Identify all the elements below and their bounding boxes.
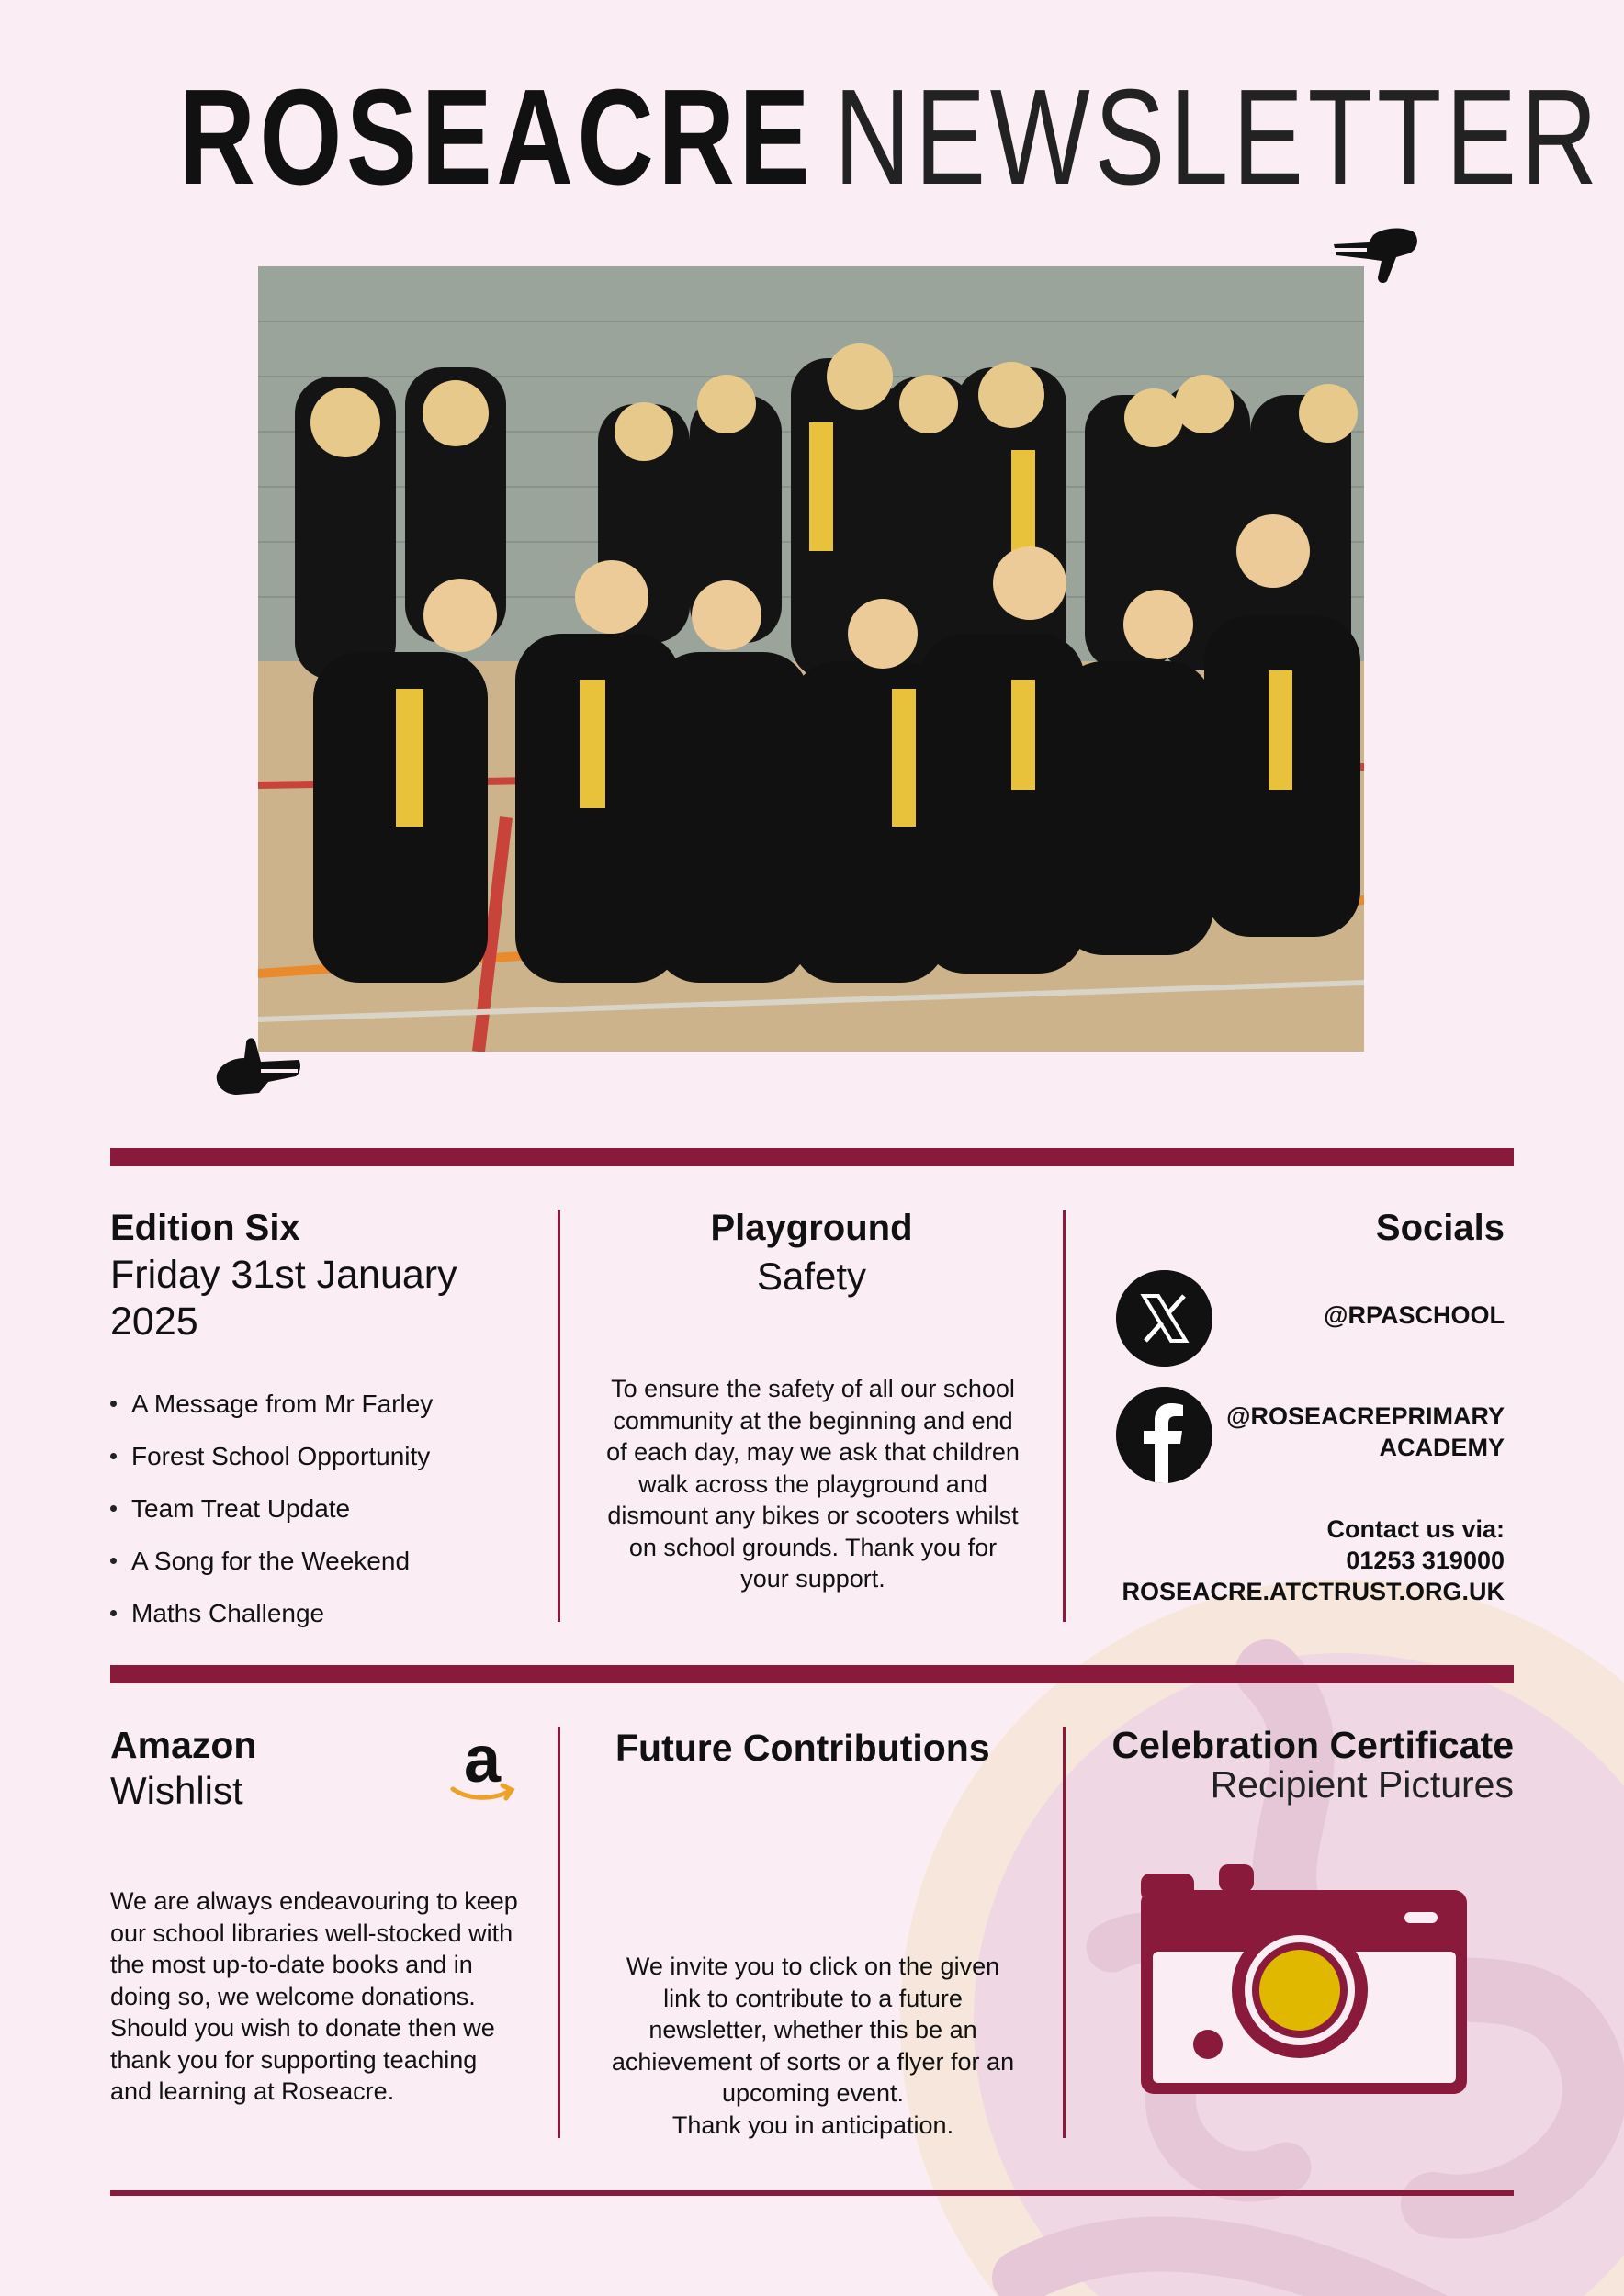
divider-middle	[110, 1665, 1514, 1683]
contact-website[interactable]: ROSEACRE.ATCTRUST.ORG.UK	[1122, 1578, 1505, 1605]
title-light: NEWSLETTER	[834, 62, 1602, 213]
title-bold: ROSEACRE	[178, 62, 815, 213]
contact-label: Contact us via:	[1326, 1515, 1505, 1543]
playground-body: To ensure the safety of all our school community at the beginning and end of each day, may we ask that children walk across the playground and dismount any bikes or scooters whilst on school grounds. Thank you for your support.	[606, 1375, 1020, 1593]
facebook-icon[interactable]	[1116, 1387, 1212, 1483]
column-divider	[1063, 1210, 1066, 1622]
divider-bottom	[110, 2190, 1514, 2196]
amazon-icon[interactable]	[445, 1727, 519, 1807]
contact-block	[1122, 1514, 1505, 1607]
list-item[interactable]	[110, 1535, 433, 1587]
celebration-subtitle: Recipient Pictures	[1210, 1763, 1514, 1806]
team-photo	[258, 266, 1364, 1052]
socials-title: Socials	[1375, 1208, 1505, 1248]
celebration-title: Celebration Certificate	[1111, 1724, 1514, 1766]
x-icon[interactable]	[1116, 1270, 1212, 1367]
list-item-label: Team Treat Update	[131, 1494, 351, 1523]
list-item-label: A Song for the Weekend	[131, 1547, 411, 1575]
future-body	[606, 1951, 1020, 2141]
list-item[interactable]	[110, 1482, 433, 1535]
divider-top	[110, 1148, 1514, 1166]
list-item-label: Maths Challenge	[131, 1599, 325, 1627]
contact-phone[interactable]: 01253 319000	[1346, 1547, 1505, 1574]
list-item-label: Forest School Opportunity	[131, 1442, 431, 1470]
amazon-body: We are always endeavouring to keep our school libraries well-stocked with the most up-to-date books and in doing so, we welcome donations. Should you wish to donate then we thank you for supporting teaching and learning at Roseacre.	[110, 1887, 518, 2105]
newsletter-title	[178, 62, 1602, 213]
svg-text:a: a	[463, 1727, 502, 1796]
edition-title: Edition Six	[110, 1208, 300, 1248]
facebook-handle[interactable]: @ROSEACREPRIMARY ACADEMY	[1226, 1402, 1505, 1461]
contents-list	[110, 1378, 433, 1639]
bullet-icon	[110, 1558, 117, 1564]
future-body-thanks: Thank you in anticipation.	[671, 2110, 954, 2139]
list-item[interactable]	[110, 1378, 433, 1430]
bullet-icon	[110, 1453, 117, 1459]
bullet-icon	[110, 1610, 117, 1616]
column-divider	[1063, 1727, 1066, 2138]
playground-subtitle: Safety	[756, 1255, 867, 1298]
future-title: Future Contributions	[615, 1727, 990, 1769]
bullet-icon	[110, 1505, 117, 1512]
amazon-subtitle: Wishlist	[110, 1769, 243, 1812]
future-body-text: We invite you to click on the given link to contribute to a future newsletter, whether this be an achievement of sorts or a flyer for an upcoming event.	[611, 1953, 1015, 2107]
list-item[interactable]	[110, 1587, 433, 1639]
amazon-title: Amazon	[110, 1724, 257, 1766]
bullet-icon	[110, 1401, 117, 1407]
column-divider	[558, 1727, 560, 2138]
playground-title: Playground	[710, 1208, 913, 1248]
edition-date: Friday 31st January 2025	[110, 1253, 457, 1344]
list-item[interactable]	[110, 1430, 433, 1482]
list-item-label: A Message from Mr Farley	[131, 1390, 434, 1418]
camera-icon[interactable]	[1136, 1864, 1472, 2099]
x-handle[interactable]: @RPASCHOOL	[1324, 1301, 1505, 1329]
